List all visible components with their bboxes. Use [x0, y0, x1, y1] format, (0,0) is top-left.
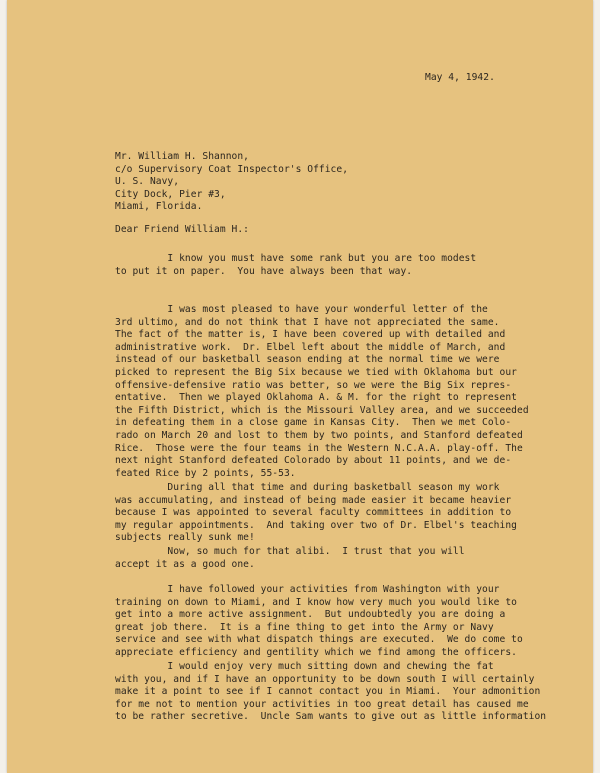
address-line: Miami, Florida.: [115, 201, 203, 213]
body-paragraph: [115, 546, 465, 571]
paragraph-line: was accumulating, and instead of being made easier it became heavier: [115, 494, 512, 506]
paragraph-line: accept it as a good one.: [115, 558, 255, 570]
paragraph-line: entative. Then we played Oklahoma A. & M. for the right to represent: [115, 392, 517, 404]
paragraph-line: make it a point to see if I cannot contact you in Miami. Your admonition: [115, 686, 541, 698]
paragraph-line: the Fifth District, which is the Missouri Valley area, and we succeeded: [115, 404, 529, 416]
paragraph-line: administrative work. Dr. Elbel left about the middle of March, and: [115, 341, 506, 353]
paragraph-line: picked to represent the Big Six because we tied with Oklahoma but our: [115, 366, 517, 378]
paragraph-line: great job there. It is a fine thing to get into the Army or Navy: [115, 621, 494, 633]
paragraph-line: I know you must have some rank but you are too modest: [115, 253, 477, 264]
paragraph-line: During all that time and during basketball season my work: [115, 482, 500, 493]
paragraph-line: with you, and if I have an opportunity to be down south I will certainly: [115, 673, 535, 685]
paragraph-line: to put it on paper. You have always been that way.: [115, 265, 413, 277]
paragraph-line: for me not to mention your activities in too great detail has caused me: [115, 698, 529, 710]
paragraph-line: instead of our basketball season ending at the normal time we were: [115, 354, 500, 366]
paragraph-line: The fact of the matter is, I have been covered up with detailed and: [115, 329, 506, 341]
paragraph-line: 3rd ultimo, and do not think that I have not appreciated the same.: [115, 316, 500, 328]
body-paragraph: [115, 253, 476, 278]
paragraph-line: service and see with what dispatch things are executed. We do come to: [115, 634, 523, 646]
letter-date: May 4, 1942.: [425, 72, 495, 83]
letter-page: [7, 0, 593, 773]
paragraph-line: subjects really sunk me!: [115, 532, 255, 544]
paragraph-line: my regular appointments. And taking over two of Dr. Elbel's teaching: [115, 519, 517, 531]
recipient-address: [115, 151, 348, 214]
paragraph-line: I was most pleased to have your wonderful letter of the: [115, 304, 488, 315]
address-line: c/o Supervisory Coat Inspector's Office,: [115, 163, 349, 175]
body-paragraph: [115, 304, 529, 480]
paragraph-line: Rice. Those were the four teams in the Western N.C.A.A. play-off. The: [115, 442, 523, 454]
body-paragraph: [115, 584, 523, 660]
body-paragraph: [115, 661, 546, 724]
paragraph-line: appreciate efficiency and gentility which we find among the officers.: [115, 646, 517, 658]
paragraph-line: because I was appointed to several faculty committees in addition to: [115, 507, 512, 519]
paragraph-line: to be rather secretive. Uncle Sam wants to give out as little information: [115, 711, 547, 723]
paragraph-line: feated Rice by 2 points, 55-53.: [115, 467, 296, 479]
salutation: Dear Friend William H.:: [115, 224, 249, 235]
body-paragraph: [115, 482, 517, 545]
address-line: Mr. William H. Shannon,: [115, 151, 249, 162]
paragraph-line: Now, so much for that alibi. I trust that you will: [115, 546, 465, 557]
paragraph-line: get into a more active assignment. But undoubtedly you are doing a: [115, 609, 506, 621]
paragraph-line: next night Stanford defeated Colorado by about 11 points, and we de-: [115, 455, 512, 467]
paragraph-line: training on down to Miami, and I know how very much you would like to: [115, 596, 517, 608]
paragraph-line: I have followed your activities from Washington with your: [115, 584, 500, 595]
paragraph-line: I would enjoy very much sitting down and chewing the fat: [115, 661, 494, 672]
address-line: U. S. Navy,: [115, 176, 180, 188]
paragraph-line: offensive-defensive ratio was better, so we were the Big Six repres-: [115, 379, 512, 391]
address-line: City Dock, Pier #3,: [115, 188, 226, 200]
paragraph-line: rado on March 20 and lost to them by two points, and Stanford defeated: [115, 429, 523, 441]
paragraph-line: in defeating them in a close game in Kansas City. Then we met Colo-: [115, 417, 512, 429]
